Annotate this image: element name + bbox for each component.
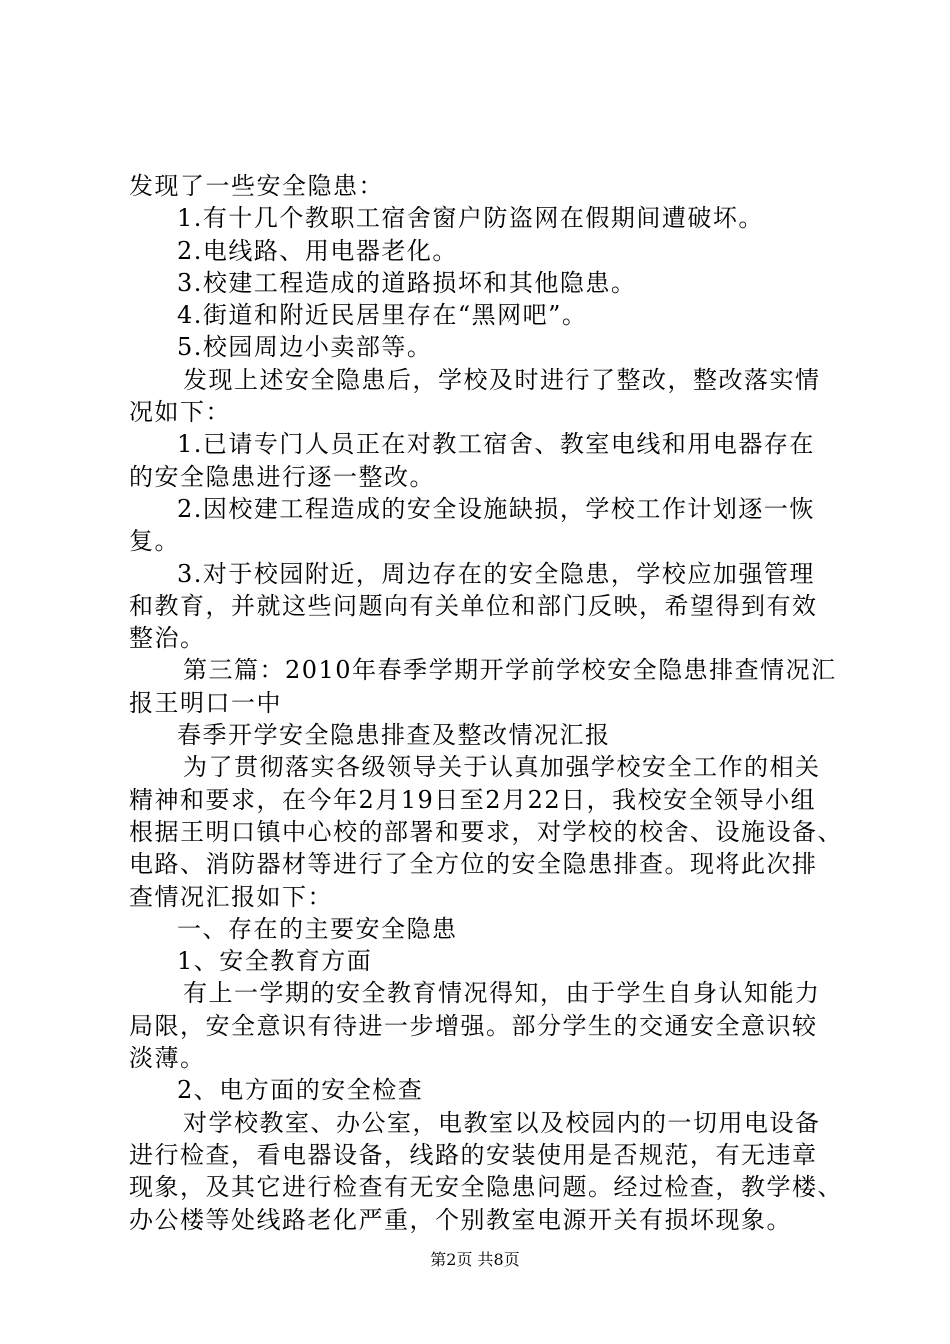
text-line: 2.电线路、用电器老化。 bbox=[177, 236, 458, 265]
section-heading: 报王明口一中 bbox=[129, 688, 282, 717]
text-line: 有上一学期的安全教育情况得知，由于学生自身认知能力 bbox=[183, 979, 821, 1008]
text-line: 况如下： bbox=[129, 398, 231, 427]
subsection-heading: 一、存在的主要安全隐患 bbox=[177, 914, 458, 943]
section-heading: 第三篇：2010年春季学期开学前学校安全隐患排查情况汇 bbox=[183, 656, 837, 685]
text-line: 局限，安全意识有待进一步增强。部分学生的交通安全意识较 bbox=[129, 1011, 818, 1040]
text-line: 4.街道和附近民居里存在“黑网吧”。 bbox=[177, 301, 588, 330]
text-line: 5.校园周边小卖部等。 bbox=[177, 333, 433, 362]
text-line: 整治。 bbox=[129, 624, 206, 653]
text-line: 3.校建工程造成的道路损坏和其他隐患。 bbox=[177, 268, 637, 297]
document-body bbox=[129, 170, 843, 1236]
text-line: 3.对于校园附近，周边存在的安全隐患，学校应加强管理 bbox=[177, 559, 815, 588]
text-line: 精神和要求，在今年2月19日至2月22日，我校安全领导小组 bbox=[129, 785, 817, 814]
text-line: 发现上述安全隐患后，学校及时进行了整改，整改落实情 bbox=[183, 365, 821, 394]
text-line: 2.因校建工程造成的安全设施缺损，学校工作计划逐一恢 bbox=[177, 494, 815, 523]
text-line: 和教育，并就这些问题向有关单位和部门反映，希望得到有效 bbox=[129, 591, 818, 620]
text-line: 1.已请专门人员正在对教工宿舍、教室电线和用电器存在 bbox=[177, 430, 815, 459]
text-line: 发现了一些安全隐患： bbox=[129, 172, 384, 200]
text-line: 办公楼等处线路老化严重，个别教室电源开关有损坏现象。 bbox=[129, 1205, 792, 1234]
text-line: 进行检查，看电器设备，线路的安装使用是否规范，有无违章 bbox=[129, 1140, 818, 1169]
text-line: 根据王明口镇中心校的部署和要求，对学校的校舍、设施设备、 bbox=[129, 817, 843, 846]
text-line: 淡薄。 bbox=[129, 1044, 206, 1073]
text-line: 1.有十几个教职工宿舍窗户防盗网在假期间遭破坏。 bbox=[177, 204, 764, 233]
text-line: 的安全隐患进行逐一整改。 bbox=[129, 462, 435, 491]
text-line: 对学校教室、办公室，电教室以及校园内的一切用电设备 bbox=[183, 1108, 821, 1137]
text-line: 为了贯彻落实各级领导关于认真加强学校安全工作的相关 bbox=[183, 753, 821, 782]
text-line: 查情况汇报如下： bbox=[129, 882, 333, 911]
text-line: 复。 bbox=[129, 527, 180, 556]
subsection-heading: 1、安全教育方面 bbox=[177, 947, 373, 976]
text-line: 电路、消防器材等进行了全方位的安全隐患排查。现将此次排 bbox=[129, 850, 818, 879]
page-number: 第2页 共8页 bbox=[430, 1250, 520, 1269]
subsection-heading: 2、电方面的安全检查 bbox=[177, 1076, 424, 1105]
report-title: 春季开学安全隐患排查及整改情况汇报 bbox=[177, 721, 611, 750]
text-line: 现象，及其它进行检查有无安全隐患问题。经过检查，教学楼、 bbox=[129, 1173, 843, 1202]
